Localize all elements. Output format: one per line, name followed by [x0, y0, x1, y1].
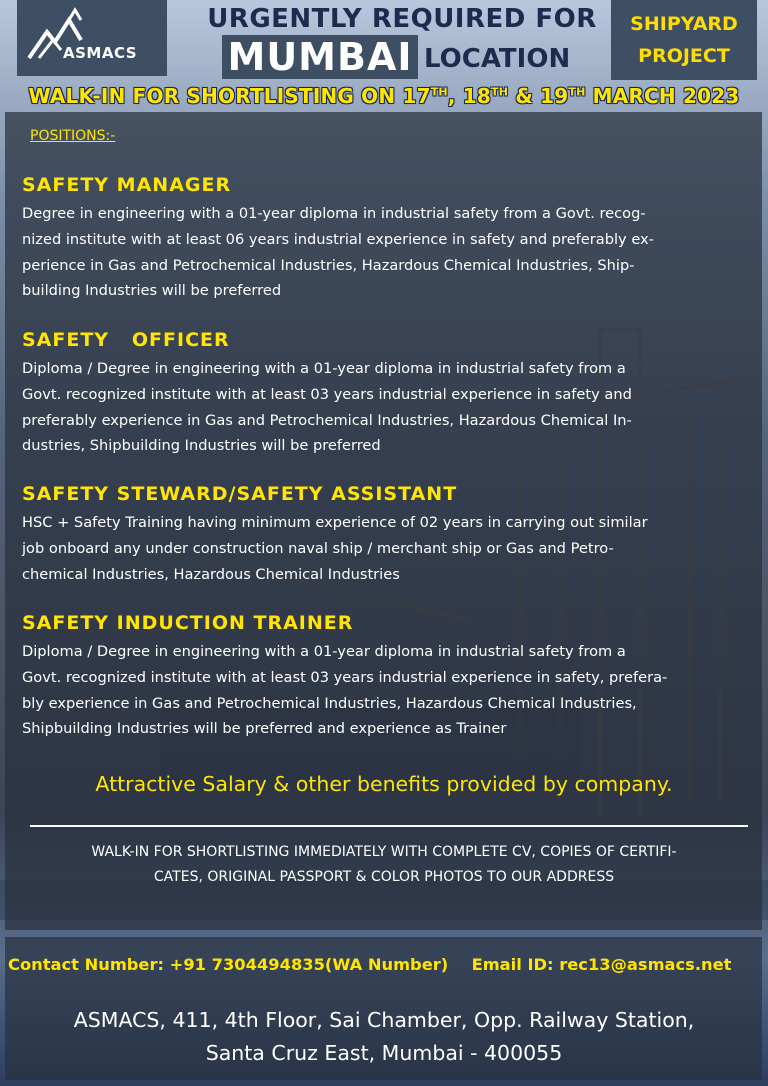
job-desc-safety-officer — [22, 356, 747, 459]
banner-prefix: WALK-IN FOR SHORTLISTING ON 17 — [28, 84, 431, 108]
banner-mid-1: , 18 — [447, 84, 492, 108]
job-title-safety-induction-trainer: SAFETY INDUCTION TRAINER — [22, 612, 354, 634]
contact-phone[interactable]: Contact Number: +91 7304494835(WA Number) — [8, 955, 449, 974]
desc-line: preferably experience in Gas and Petrochemical Industries, Hazardous Chemical In- — [22, 411, 632, 429]
banner-mid-2: & 19 — [508, 84, 569, 108]
desc-line: Diploma / Degree in engineering with a 01-year diploma in industrial safety from a — [22, 643, 626, 660]
desc-line: bly experience in Gas and Petrochemical Industries, Hazardous Chemical Industries, — [22, 694, 637, 712]
job-title-safety-manager: SAFETY MANAGER — [22, 174, 232, 196]
salary-benefits-line: Attractive Salary & other benefits provided by company. — [95, 772, 673, 796]
desc-line: Degree in engineering with a 01-year diploma in industrial safety from a Govt. recog- — [22, 205, 646, 222]
company-logo — [17, 0, 167, 76]
address-line-2: Santa Cruz East, Mumbai - 400055 — [205, 1041, 563, 1065]
walkin-instructions — [25, 840, 743, 890]
job-desc-safety-steward — [22, 510, 747, 587]
contact-email[interactable]: Email ID: rec13@asmacs.net — [471, 955, 732, 974]
desc-line: dustries, Shipbuilding Industries will be preferred — [22, 437, 381, 455]
location-word: LOCATION — [424, 44, 571, 74]
desc-line: chemical Industries, Hazardous Chemical Industries — [22, 565, 400, 583]
desc-line: job onboard any under construction naval ship / merchant ship or Gas and Petro- — [22, 539, 614, 557]
banner-sup-3: TH — [568, 85, 586, 99]
headline: URGENTLY REQUIRED FOR — [207, 4, 597, 34]
logo-text: ASMACS — [63, 44, 138, 62]
job-desc-safety-induction-trainer — [22, 639, 747, 742]
desc-line: Govt. recognized institute with at least 03 years industrial experience in safety and — [22, 385, 632, 403]
desc-line: nized institute with at least 06 years industrial experience in safety and preferably ex- — [22, 230, 654, 248]
walkin-date-banner — [0, 84, 768, 108]
banner-sup-2: TH — [491, 85, 509, 99]
walkin-line-2: CATES, ORIGINAL PASSPORT & COLOR PHOTOS TO OUR ADDRESS — [153, 869, 615, 885]
desc-line: HSC + Safety Training having minimum experience of 02 years in carrying out similar — [22, 514, 648, 531]
job-title-safety-officer: SAFETY OFFICER — [22, 329, 230, 351]
positions-label: POSITIONS:- — [30, 128, 116, 144]
job-desc-safety-manager — [22, 201, 747, 304]
project-badge — [611, 0, 757, 80]
divider — [30, 825, 748, 827]
desc-line: building Industries will be preferred — [22, 282, 282, 300]
project-line-2: PROJECT — [638, 45, 730, 67]
desc-line: Shipbuilding Industries will be preferred and experience as Trainer — [22, 720, 507, 738]
project-line-1: SHIPYARD — [630, 13, 738, 35]
contact-line — [8, 955, 731, 974]
desc-line: perience in Gas and Petrochemical Industries, Hazardous Chemical Industries, Ship- — [22, 256, 635, 274]
city-badge: MUMBAI — [222, 35, 418, 79]
office-address — [0, 1004, 768, 1070]
desc-line: Diploma / Degree in engineering with a 01-year diploma in industrial safety from a — [22, 360, 626, 377]
walkin-line-1: WALK-IN FOR SHORTLISTING IMMEDIATELY WITH COMPLETE CV, COPIES OF CERTIFI- — [91, 844, 677, 860]
address-line-1: ASMACS, 411, 4th Floor, Sai Chamber, Opp. Railway Station, — [73, 1008, 695, 1032]
banner-suffix: MARCH 2023 — [585, 84, 740, 108]
job-title-safety-steward: SAFETY STEWARD/SAFETY ASSISTANT — [22, 483, 458, 505]
desc-line: Govt. recognized institute with at least 03 years industrial experience in safety, prefera- — [22, 668, 668, 686]
banner-sup-1: TH — [430, 85, 448, 99]
